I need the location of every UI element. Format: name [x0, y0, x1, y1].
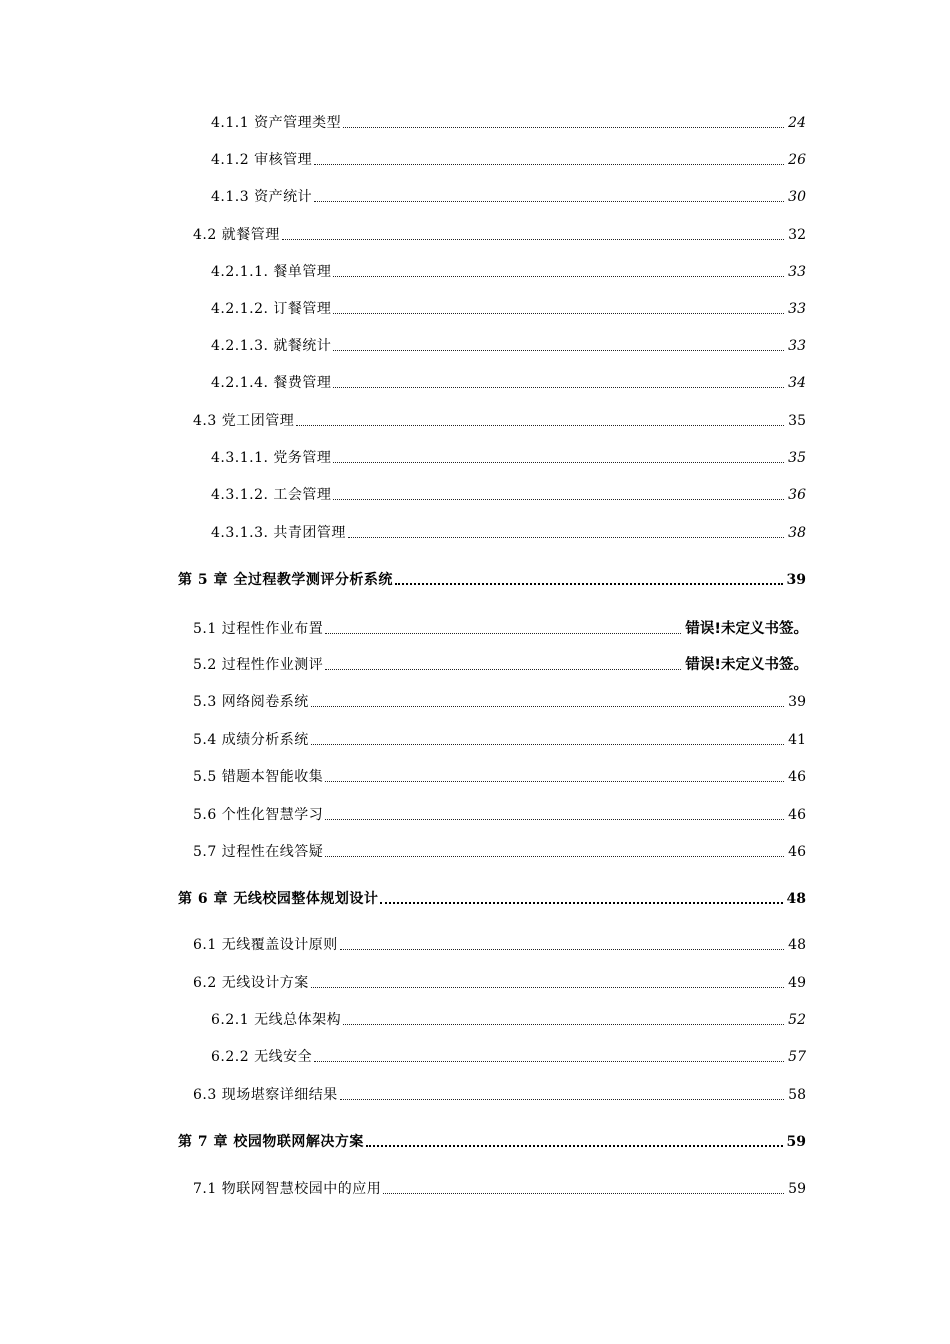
toc-page-number: 32	[788, 227, 806, 243]
toc-leader	[314, 201, 784, 202]
toc-leader	[333, 499, 784, 500]
toc-entry-title: 第 5 章 全过程教学测评分析系统	[178, 572, 393, 588]
toc-leader	[325, 633, 681, 634]
toc-page-number: 59	[786, 1134, 806, 1150]
toc-entry-title: 5.4 成绩分析系统	[193, 732, 309, 748]
toc-entry[interactable]	[211, 443, 806, 467]
toc-entry[interactable]	[193, 406, 806, 430]
toc-page-number: 35	[788, 413, 806, 429]
toc-entry[interactable]	[211, 108, 806, 132]
toc-entry[interactable]	[211, 331, 806, 355]
toc-entry[interactable]	[193, 837, 806, 861]
toc-leader	[348, 537, 784, 538]
toc-leader	[325, 819, 784, 820]
toc-leader	[395, 583, 783, 585]
toc-leader	[314, 164, 784, 165]
toc-page-number: 36	[788, 487, 806, 503]
toc-page-number: 49	[788, 975, 806, 991]
toc-page-number: 34	[788, 375, 806, 391]
toc-leader	[333, 350, 784, 351]
toc-page-number: 30	[788, 189, 806, 205]
toc-page-number: 24	[788, 115, 806, 131]
toc-page-number: 39	[786, 572, 806, 588]
toc-entry-title: 5.6 个性化智慧学习	[193, 807, 324, 823]
toc-entry[interactable]	[193, 968, 806, 992]
toc-entry-title: 4.3.1.1. 党务管理	[211, 450, 332, 466]
toc-error-marker: 错误!未定义书签。	[685, 657, 808, 673]
toc-chapter-entry[interactable]	[178, 1127, 806, 1151]
toc-entry-title: 6.2.1 无线总体架构	[211, 1012, 342, 1028]
toc-entry[interactable]	[193, 614, 808, 638]
toc-page-number: 46	[788, 807, 806, 823]
toc-page-number: 33	[788, 338, 806, 354]
toc-entry-title: 4.3.1.2. 工会管理	[211, 487, 332, 503]
toc-page-number: 48	[786, 891, 806, 907]
toc-entry-title: 4.3.1.3. 共青团管理	[211, 525, 346, 541]
toc-entry[interactable]	[211, 145, 806, 169]
toc-leader	[380, 902, 782, 904]
toc-entry-title: 5.7 过程性在线答疑	[193, 844, 324, 860]
toc-entry[interactable]	[211, 368, 806, 392]
toc-leader	[366, 1145, 783, 1147]
toc-entry-title: 5.1 过程性作业布置	[193, 621, 324, 637]
toc-entry-title: 5.5 错题本智能收集	[193, 769, 324, 785]
toc-entry[interactable]	[193, 220, 806, 244]
toc-page-number: 46	[788, 769, 806, 785]
toc-entry-title: 5.3 网络阅卷系统	[193, 694, 309, 710]
toc-page-number: 38	[788, 525, 806, 541]
toc-leader	[314, 1061, 784, 1062]
toc-page-number: 46	[788, 844, 806, 860]
toc-page-number: 33	[788, 264, 806, 280]
toc-entry-title: 第 6 章 无线校园整体规划设计	[178, 891, 379, 907]
toc-leader	[333, 276, 784, 277]
toc-entry-title: 第 7 章 校园物联网解决方案	[178, 1134, 364, 1150]
toc-page-number: 33	[788, 301, 806, 317]
toc-entry[interactable]	[193, 930, 806, 954]
toc-leader	[340, 1099, 784, 1100]
toc-leader	[296, 425, 784, 426]
toc-entry-title: 4.2.1.2. 订餐管理	[211, 301, 332, 317]
toc-entry[interactable]	[211, 294, 806, 318]
toc-entry-title: 4.1.3 资产统计	[211, 189, 313, 205]
toc-entry-title: 4.2.1.4. 餐费管理	[211, 375, 332, 391]
toc-page-number: 26	[788, 152, 806, 168]
toc-entry[interactable]	[211, 1042, 806, 1066]
toc-leader	[282, 239, 784, 240]
toc-entry[interactable]	[193, 762, 806, 786]
toc-entry[interactable]	[211, 480, 806, 504]
toc-page-number: 59	[788, 1181, 806, 1197]
toc-leader	[333, 313, 784, 314]
toc-entry-title: 4.3 党工团管理	[193, 413, 295, 429]
toc-leader	[343, 1024, 784, 1025]
toc-page-number: 35	[788, 450, 806, 466]
toc-entry-title: 4.1.1 资产管理类型	[211, 115, 342, 131]
toc-entry[interactable]	[193, 1080, 806, 1104]
toc-error-marker: 错误!未定义书签。	[685, 621, 808, 637]
toc-entry-title: 6.1 无线覆盖设计原则	[193, 937, 338, 953]
toc-leader	[325, 856, 784, 857]
toc-entry[interactable]	[193, 650, 808, 674]
toc-page-number: 39	[788, 694, 806, 710]
toc-entry-title: 7.1 物联网智慧校园中的应用	[193, 1181, 382, 1197]
toc-leader	[333, 387, 784, 388]
toc-entry-title: 6.3 现场堪察详细结果	[193, 1087, 338, 1103]
toc-entry-title: 4.1.2 审核管理	[211, 152, 313, 168]
toc-leader	[333, 462, 784, 463]
toc-page-number: 41	[788, 732, 806, 748]
toc-entry-title: 4.2.1.3. 就餐统计	[211, 338, 332, 354]
toc-entry-title: 4.2.1.1. 餐单管理	[211, 264, 332, 280]
toc-entry[interactable]	[193, 725, 806, 749]
toc-entry[interactable]	[193, 1174, 806, 1198]
toc-leader	[311, 706, 784, 707]
toc-entry[interactable]	[211, 1005, 806, 1029]
toc-chapter-entry[interactable]	[178, 884, 806, 908]
toc-page-number: 52	[788, 1012, 806, 1028]
toc-leader	[311, 987, 784, 988]
toc-entry[interactable]	[193, 800, 806, 824]
toc-leader	[311, 744, 784, 745]
toc-entry[interactable]	[211, 182, 806, 206]
toc-page-number: 58	[788, 1087, 806, 1103]
toc-entry-title: 6.2 无线设计方案	[193, 975, 309, 991]
toc-entry-title: 5.2 过程性作业测评	[193, 657, 324, 673]
toc-entry[interactable]	[211, 257, 806, 281]
toc-entry-title: 4.2 就餐管理	[193, 227, 280, 243]
toc-leader	[340, 949, 784, 950]
toc-leader	[383, 1193, 784, 1194]
toc-entry[interactable]	[211, 518, 806, 542]
toc-entry-title: 6.2.2 无线安全	[211, 1049, 313, 1065]
toc-page-number: 57	[788, 1049, 806, 1065]
toc-page-number: 48	[788, 937, 806, 953]
toc-entry[interactable]	[193, 687, 806, 711]
toc-chapter-entry[interactable]	[178, 565, 806, 589]
toc-leader	[343, 127, 784, 128]
toc-leader	[325, 669, 681, 670]
toc-leader	[325, 781, 784, 782]
